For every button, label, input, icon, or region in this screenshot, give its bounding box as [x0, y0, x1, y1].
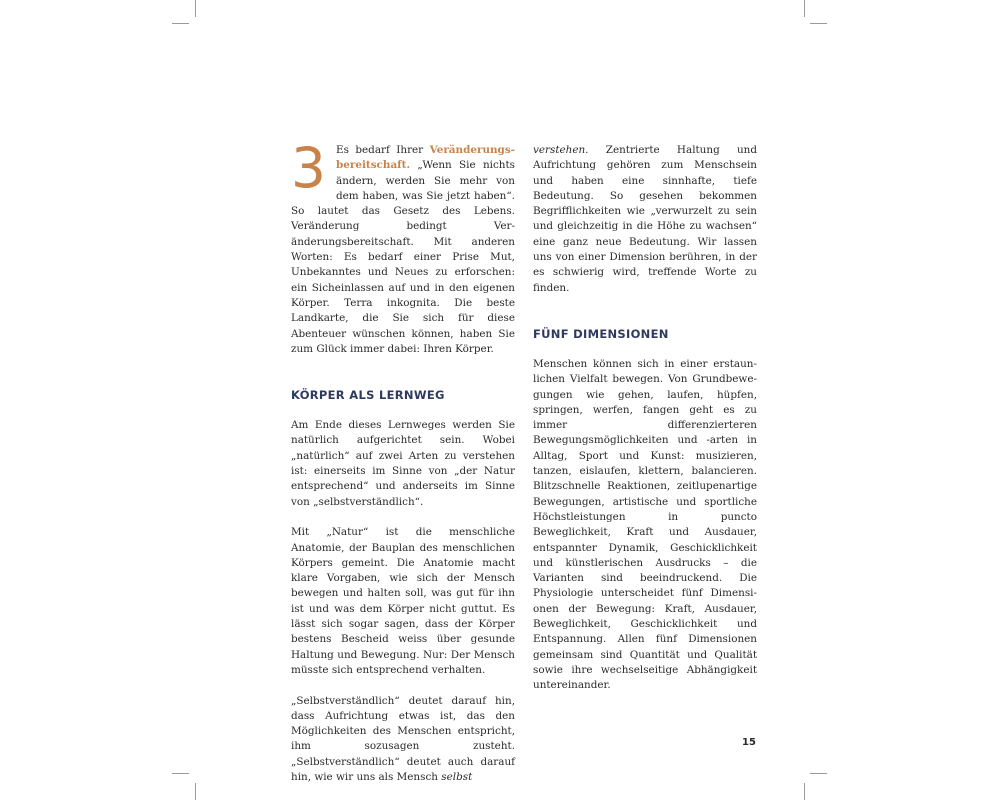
continuation-paragraph [533, 143, 757, 296]
crop-mark [804, 783, 805, 800]
paragraph-dimensionen: Menschen können sich in einer erstaunlichen Vielfalt bewegen. Von Grundbewegungen wie gehen, laufen, hüpfen, springen, werfen, fangen geht es zu immer differenzierteren Bewegungsmöglichkeiten und -arten in Alltag, Sport und Kunst: musizieren, tanzen, eislaufen, klettern, balancieren. Blitzschnelle Reaktionen, zeitlupenartige Bewegungen, artistische und sportliche Höchstleistungen in puncto Beweglichkeit, Kraft und Ausdauer, entspannter Dynamik, Geschicklichkeit und künstlerischen Ausdrucks – die Varianten sind beeindruckend. Die Physiologie unterscheidet fünf Dimensionen der Bewegung: Kraft, Ausdauer, Beweglichkeit, Geschicklichkeit und Entspannung. Allen fünf Dimensionen gemeinsam sind Quantität und Qualität sowie ihre wechselseitige Abhängigkeit untereinander. [533, 357, 757, 692]
paragraph-selbstverstaendlich [291, 694, 515, 786]
intro-prefix: Es bedarf Ihrer [336, 144, 430, 156]
intro-highlight: Veränderungsbereitschaft. [336, 144, 515, 172]
left-column [291, 136, 515, 785]
chapter-number-dropcap: 3 [291, 136, 326, 200]
crop-mark [195, 0, 196, 17]
crop-mark [810, 773, 827, 774]
paragraph-text: „Selbstverständlich“ deutet darauf hin, dass Aufrichtung etwas ist, das den Möglichkeiten des Menschen entspricht, ihm sozusagen zusteht. „Selbstverständlich“ deutet auch darauf hin, wie wir uns als Mensch [291, 694, 515, 783]
section-heading-koerper: KÖRPER ALS LERNWEG [291, 388, 445, 403]
section-heading-dimensionen: FÜNF DIMENSIONEN [533, 326, 669, 341]
crop-mark [172, 773, 189, 774]
continuation-text: Zentrierte Haltung und Aufrichtung gehören zum Menschsein und haben eine sinnhafte, tiefe Bedeutung. So gesehen bekommen Begrifflichkeiten wie „verwurzelt zu sein und gleichzeitig in die Höhe zu wachsen“ eine ganz neue Bedeutung. Wir lassen uns von einer Dimension berühren, in der es schwierig wird, treffende Worte zu finden. [533, 144, 757, 294]
paragraph-natuerlich: Am Ende dieses Lernweges werden Sie natürlich aufgerichtet sein. Wobei „natürlich“ auf zwei Arten zu verstehen ist: einerseits im Sinne von „der Natur entsprechend“ und anderseits im Sinne von „selbstverständlich“. [291, 419, 515, 508]
crop-mark [804, 0, 805, 17]
intro-rest: „Wenn Sie nichts ändern, werden Sie mehr von dem haben, was Sie jetzt haben“. So lautet das Gesetz des Lebens. Veränderung bedingt Veränderungsbereitschaft. Mit anderen Worten: Es bedarf einer Prise Mut, Unbekanntes und Neues zu erforschen: ein Sicheinlassen auf und in den eigenen Körper. Terra inkognita. Die beste Landkarte, die Sie sich für diese Abenteuer wünschen können, haben Sie zum Glück immer dabei: Ihren Körper. [291, 159, 515, 355]
intro-paragraph [291, 136, 515, 357]
page-number: 15 [742, 737, 756, 748]
right-column [533, 143, 757, 694]
crop-mark [195, 783, 196, 800]
continuation-italic: verstehen. [533, 144, 589, 156]
paragraph-italic: selbst [441, 770, 473, 783]
paragraph-natur: Mit „Natur“ ist die menschliche Anatomie, der Bauplan des menschlichen Körpers gemeint. Die Anatomie macht klare Vorgaben, wie sich der Mensch bewegen und halten soll, was gut für ihn ist und was dem Körper nicht guttut. Es lässt sich sogar sagen, dass der Körper bestens Bescheid weiss über gesunde Haltung und Bewegung. Nur: Der Mensch müsste sich entsprechend verhalten. [291, 526, 515, 676]
crop-mark [172, 23, 189, 24]
crop-mark [810, 23, 827, 24]
